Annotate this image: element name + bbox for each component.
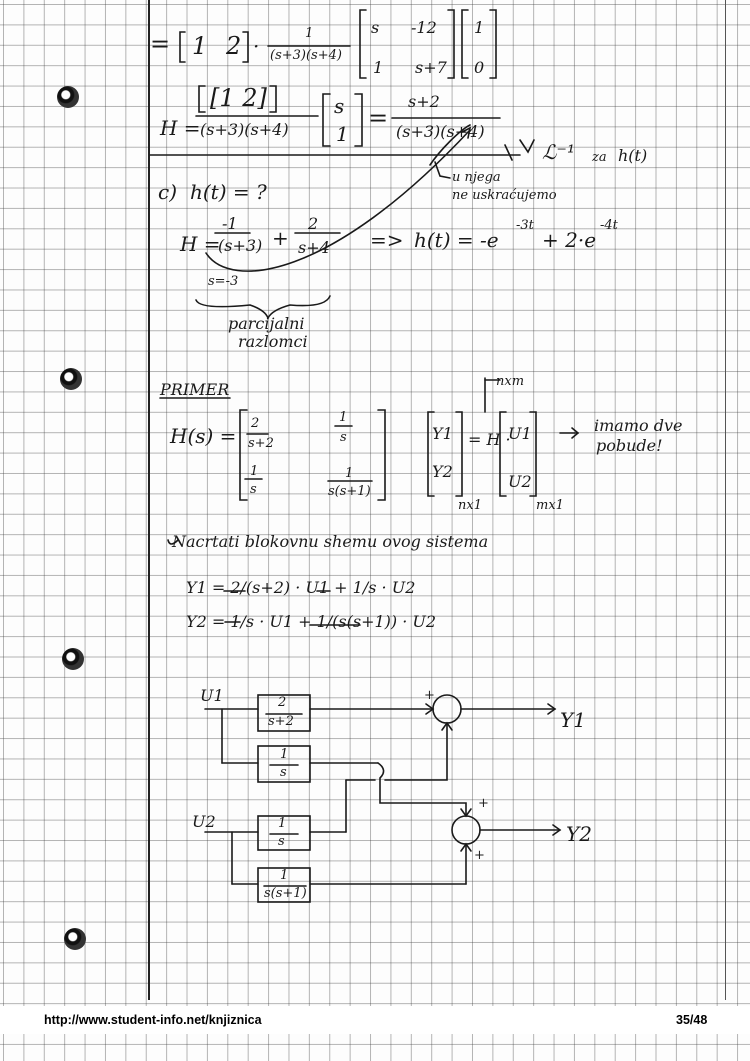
matrix-entry: s(s+1) <box>328 484 371 499</box>
input-U1: U1 <box>200 686 224 705</box>
side-note: imamo dve <box>594 416 683 435</box>
dim-label: nxm <box>496 374 525 389</box>
result-h: h(t) = -e <box>414 228 499 252</box>
term-denominator: (s+3) <box>218 236 263 255</box>
times-H: = H · <box>468 430 511 449</box>
side-note: pobude! <box>596 436 663 455</box>
matrix-entry: 1 <box>250 464 259 479</box>
result-numerator: s+2 <box>408 92 440 111</box>
column-entry: s <box>334 94 345 118</box>
brace-label: parcijalni <box>228 314 305 333</box>
matrix-entry: 1 <box>339 410 348 425</box>
za-text: za <box>592 150 607 165</box>
fraction-denominator: (s+3)(s+4) <box>200 120 289 139</box>
matrix-entry: s+7 <box>415 58 447 77</box>
block-den: s+2 <box>268 714 294 729</box>
equation-y1: Y1 = 2/(s+2) · U1 + 1/s · U2 <box>186 578 416 597</box>
exponent: -4t <box>600 218 618 233</box>
part-label: c) <box>158 180 178 204</box>
matrix-entry: s+2 <box>248 436 274 451</box>
input-vector: U2 <box>508 472 532 491</box>
laplace-inverse: ℒ⁻¹ <box>542 140 575 164</box>
H-label: H = <box>160 116 201 140</box>
dim-label: mx1 <box>536 498 564 513</box>
exponent: -3t <box>516 218 534 233</box>
eq-sign: = <box>368 104 389 132</box>
equation-y2: Y2 = 1/s · U1 + 1/(s(s+1)) · U2 <box>186 612 437 631</box>
column-entry: 0 <box>474 58 485 77</box>
note-line: u njega <box>452 170 501 185</box>
output-vector: Y2 <box>432 462 453 481</box>
sum-plus: + <box>478 796 489 811</box>
column-entry: 1 <box>336 122 349 146</box>
s-value: s=-3 <box>208 274 239 289</box>
result-h: + 2·e <box>542 228 597 252</box>
term-denominator: s+4 <box>298 238 330 257</box>
footer-url[interactable]: http://www.student-info.net/knjiznica <box>44 1013 262 1027</box>
output-Y2: Y2 <box>566 822 592 846</box>
fraction-numerator: 1 <box>305 26 314 41</box>
dot: · <box>253 34 260 58</box>
dim-label: nx1 <box>458 498 482 513</box>
row-vector: [1 2] <box>210 84 267 112</box>
output-Y1: Y1 <box>560 708 586 732</box>
block-num: 1 <box>280 868 289 883</box>
input-U2: U2 <box>192 812 216 831</box>
block-den: s <box>278 834 285 849</box>
question: h(t) = ? <box>190 180 267 204</box>
matrix-entry: -12 <box>411 18 437 37</box>
implies-arrow: => <box>370 228 404 252</box>
vector-entry: 2 <box>226 32 242 60</box>
matrix-entry: 1 <box>373 58 384 77</box>
block-num: 2 <box>278 695 287 710</box>
page-number: 35/48 <box>676 1013 708 1027</box>
h-of-t: h(t) <box>618 146 648 165</box>
column-entry: 1 <box>474 18 485 37</box>
block-num: 1 <box>280 747 289 762</box>
matrix-entry: s <box>371 18 380 37</box>
eq-sign: = <box>150 30 171 58</box>
term-numerator: 2 <box>308 214 319 233</box>
term-numerator: -1 <box>222 214 238 233</box>
block-den: s(s+1) <box>264 886 307 901</box>
fraction-denominator: (s+3)(s+4) <box>270 48 342 63</box>
matrix-entry: 1 <box>345 466 354 481</box>
note-line: ne uskraćujemo <box>452 188 557 203</box>
matrix-entry: s <box>340 430 347 445</box>
Hs-label: H(s) = <box>170 424 237 448</box>
sum-plus: + <box>424 688 435 703</box>
block-num: 1 <box>278 816 287 831</box>
task-text: Nacrtati blokovnu shemu ovog sistema <box>172 532 489 551</box>
matrix-entry: 2 <box>251 416 260 431</box>
input-vector: U1 <box>508 424 532 443</box>
result-denominator: (s+3)(s+4) <box>396 122 485 141</box>
plus-sign: + <box>272 226 289 250</box>
block-den: s <box>280 765 287 780</box>
vector-entry: 1 <box>192 32 208 60</box>
brace-label: razlomci <box>238 332 308 351</box>
H-label: H = <box>180 232 221 256</box>
output-vector: Y1 <box>432 424 453 443</box>
section-title: PRIMER <box>160 380 230 399</box>
sum-plus: + <box>474 848 485 863</box>
matrix-entry: s <box>250 482 257 497</box>
